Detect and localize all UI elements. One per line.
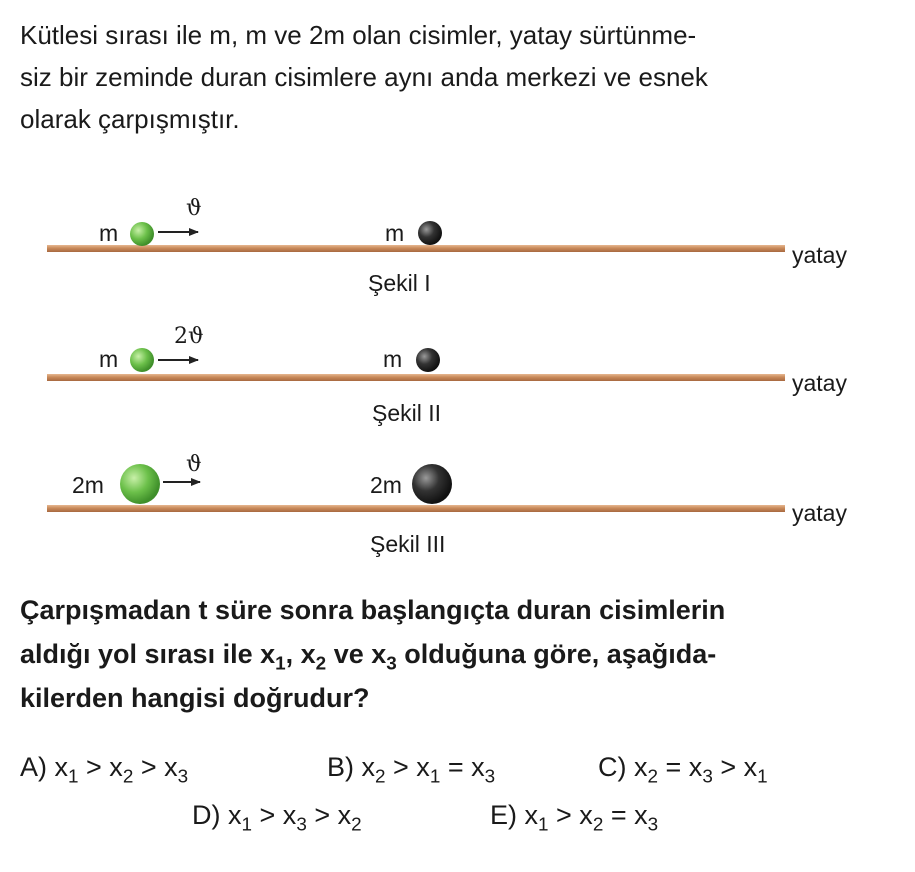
rest-ball-2 bbox=[416, 348, 440, 372]
moving-ball-1 bbox=[130, 222, 154, 246]
question-line-2: aldığı yol sırası ile $x_1$, $x_2$ ve $x_3$ olduğuna göre, aşağıda- bbox=[20, 639, 717, 675]
figure-caption-2: Şekil II bbox=[372, 400, 442, 426]
intro-line-3: olarak çarpışmıştır. bbox=[20, 104, 240, 134]
moving-mass-label-1: m bbox=[99, 220, 119, 246]
rest-ball-3 bbox=[412, 464, 452, 504]
surface-label-3: yatay bbox=[792, 500, 847, 526]
velocity-label-1: ϑ bbox=[186, 196, 202, 221]
question-line-1: Çarpışmadan t süre sonra başlangıçta duran cisimlerin bbox=[20, 595, 726, 625]
surface-label-1: yatay bbox=[792, 242, 847, 268]
rest-mass-label-1: m bbox=[385, 220, 405, 246]
option-e[interactable]: E) $x_1 > x_2 = x_3$ bbox=[490, 800, 659, 836]
problem-intro bbox=[20, 14, 900, 140]
moving-mass-label-3: 2m bbox=[72, 472, 104, 498]
rest-mass-label-2: m bbox=[383, 346, 403, 372]
figure-caption-1: Şekil I bbox=[368, 270, 431, 296]
rest-mass-label-3: 2m bbox=[370, 472, 402, 498]
ground-3 bbox=[47, 505, 785, 512]
option-c[interactable]: C) $x_2 = x_3 > x_1$ bbox=[598, 752, 768, 788]
rest-ball-1 bbox=[418, 221, 442, 245]
figure-caption-3: Şekil III bbox=[370, 531, 446, 557]
option-a[interactable]: A) $x_1 > x_2 > x_3$ bbox=[20, 752, 189, 788]
option-d[interactable]: D) $x_1 > x_3 > x_2$ bbox=[192, 800, 362, 836]
question-text bbox=[20, 588, 905, 720]
moving-ball-2 bbox=[130, 348, 154, 372]
moving-ball-3 bbox=[120, 464, 160, 504]
ground-2 bbox=[47, 374, 785, 381]
velocity-label-3: ϑ bbox=[186, 452, 202, 477]
figure-drawing bbox=[0, 190, 915, 570]
intro-line-1: Kütlesi sırası ile m, m ve 2m olan cisimler, yatay sürtünme- bbox=[20, 20, 697, 50]
collision-figures bbox=[0, 190, 915, 570]
moving-mass-label-2: m bbox=[99, 346, 119, 372]
velocity-label-2: 2ϑ bbox=[174, 324, 204, 349]
option-b[interactable]: B) $x_2 > x_1 = x_3$ bbox=[327, 752, 496, 788]
intro-line-2: siz bir zeminde duran cisimlere aynı anda merkezi ve esnek bbox=[20, 62, 708, 92]
question-line-3: kilerden hangisi doğrudur? bbox=[20, 683, 370, 713]
ground-1 bbox=[47, 245, 785, 252]
surface-label-2: yatay bbox=[792, 370, 847, 396]
